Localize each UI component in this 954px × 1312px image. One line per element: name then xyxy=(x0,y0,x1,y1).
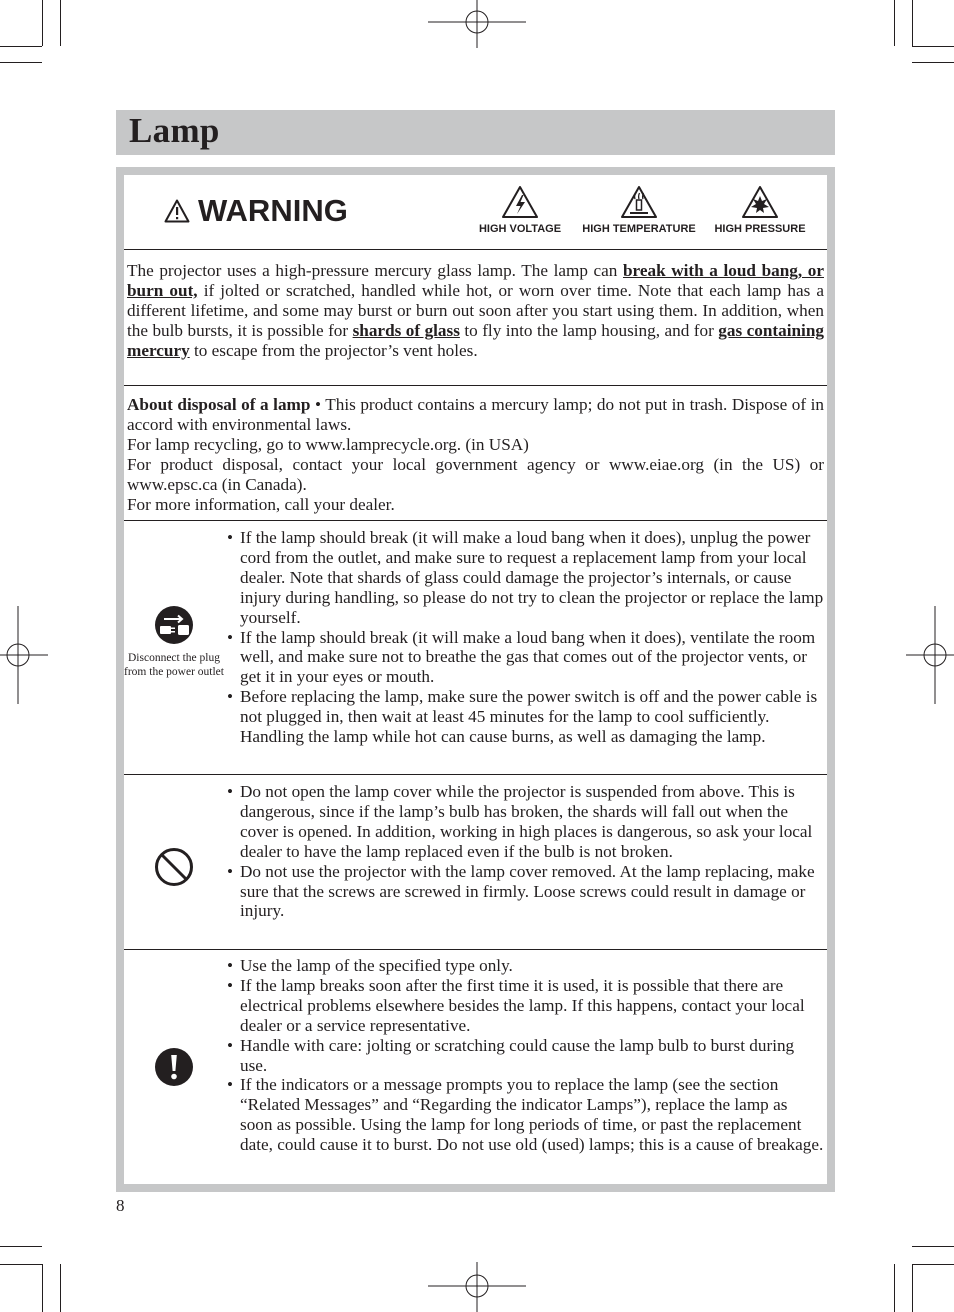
list-item: • Before replacing the lamp, make sure the power switch is off and the power cable is not plugged in, then wait at least 45 minutes for the lamp to cool sufficiently. Handling the lamp while hot can cause burns, as well as damaging the lamp. xyxy=(226,687,824,747)
section-title: Lamp xyxy=(129,111,220,150)
disconnect-plug-icon xyxy=(154,605,194,645)
list-item: • Do not open the lamp cover while the projector is suspended from above. This is dangerous, since if the lamp’s bulb has broken, the shards will fall out when the cover is opened. In addition, working in high places is dangerous, so ask your local dealer to have the lamp replaced even if the bulb is not broken. xyxy=(226,782,824,862)
high-pressure-icon xyxy=(741,185,779,219)
warning-header xyxy=(124,175,827,249)
emphasis-shards: shards of glass xyxy=(352,320,460,340)
prohibition-icon xyxy=(154,847,194,887)
warning-triangle-icon xyxy=(164,199,190,223)
disposal-recycling: For lamp recycling, go to www.lamprecycle.org. (in USA) xyxy=(127,434,529,454)
registration-mark xyxy=(0,606,48,704)
divider xyxy=(124,774,827,775)
page-number: 8 xyxy=(116,1196,125,1215)
registration-mark xyxy=(428,1262,526,1312)
high-voltage-icon xyxy=(501,185,539,219)
hazard-label: HIGH VOLTAGE xyxy=(478,223,562,235)
list-item: • If the lamp should break (it will make a loud bang when it does), ventilate the room well, and make sure not to breathe the gas that comes out of the projector vents, or get it in your eyes or mouth. xyxy=(226,628,824,688)
high-temperature-icon xyxy=(620,185,658,219)
emphasis-mercury: gas containing mercury xyxy=(127,320,824,360)
list-item: • Handle with care: jolting or scratching could cause the lamp bulb to burst during use. xyxy=(226,1036,824,1076)
hazard-high-voltage xyxy=(476,185,564,235)
list-item: • Do not use the projector with the lamp cover removed. At the lamp replacing, make sure that the screws are screwed in firmly. Loose screws could result in damage or injury. xyxy=(226,862,824,922)
unplug-bullet-list xyxy=(226,528,824,747)
hazard-high-temperature xyxy=(578,185,700,235)
warning-box xyxy=(116,167,835,1192)
warning-title-text: WARNING xyxy=(198,193,348,228)
disposal-dealer: For more information, call your dealer. xyxy=(127,494,395,514)
list-item: • If the lamp should break (it will make a loud bang when it does), unplug the power cord from the outlet, and make sure to request a replacement lamp from your local dealer. Note that shards of glass could damage the projector’s internals, or cause injury during handling, so please do not try to clean the projector or replace the lamp yourself. xyxy=(226,528,824,628)
registration-mark xyxy=(428,0,526,48)
divider xyxy=(124,520,827,521)
disposal-heading: About disposal of a lamp xyxy=(127,395,311,414)
emphasis-break: break with a loud bang, or burn out, xyxy=(127,261,824,300)
intro-text: to escape from the projector’s vent holes. xyxy=(189,340,478,360)
hazard-high-pressure xyxy=(712,185,808,235)
list-item: • If the indicators or a message prompts you to replace the lamp (see the section “Related Messages” and “Regarding the indicator Lamps”), replace the lamp as soon as possible. Using the lamp for long periods of time, or past the replacement date, could cause it to burst. Do not use old (used) lamps; this is a cause of breakage. xyxy=(226,1075,824,1155)
disposal-paragraph xyxy=(127,395,824,514)
divider xyxy=(124,249,827,250)
registration-mark xyxy=(906,606,954,704)
divider xyxy=(124,949,827,950)
hazard-label: HIGH TEMPERATURE xyxy=(582,223,696,235)
divider xyxy=(124,385,827,386)
warning-panel xyxy=(124,175,827,1184)
intro-text: to fly into the lamp housing, and for xyxy=(459,320,719,340)
lamp-intro-paragraph xyxy=(127,261,824,361)
intro-text: The projector uses a high-pressure mercury glass lamp. The lamp can xyxy=(127,261,623,280)
hazard-label: HIGH PRESSURE xyxy=(714,223,806,235)
list-item: • If the lamp breaks soon after the first time it is used, it is possible that there are electrical problems elsewhere besides the lamp. If this happens, contact your local dealer or a service representative. xyxy=(226,976,824,1036)
disposal-text: • This product contains a mercury lamp; do not put in trash. Dispose of in accord with environmental laws. xyxy=(127,395,824,434)
warning-title xyxy=(164,193,348,229)
disposal-product: For product disposal, contact your local government agency or www.eiae.org (in the US) or www.epsc.ca (in Canada). xyxy=(127,454,824,494)
unplug-caption: Disconnect the plug from the power outlet xyxy=(124,652,224,678)
exclamation-icon xyxy=(154,1047,194,1087)
mandatory-bullet-list xyxy=(226,956,824,1155)
mandatory-icon-group xyxy=(124,1047,224,1087)
section-header xyxy=(116,110,835,155)
intro-text: if jolted or scratched, handled while hot, or worn over time. Note that each lamp has a different lifetime, and some may burst or burn out soon after you start using them. In addition, when the bulb bursts, it is possible for xyxy=(127,280,824,340)
list-item: • Use the lamp of the specified type only. xyxy=(226,956,824,976)
prohibited-bullet-list xyxy=(226,782,824,921)
prohibited-icon-group xyxy=(124,847,224,887)
unplug-icon-group xyxy=(124,605,224,679)
